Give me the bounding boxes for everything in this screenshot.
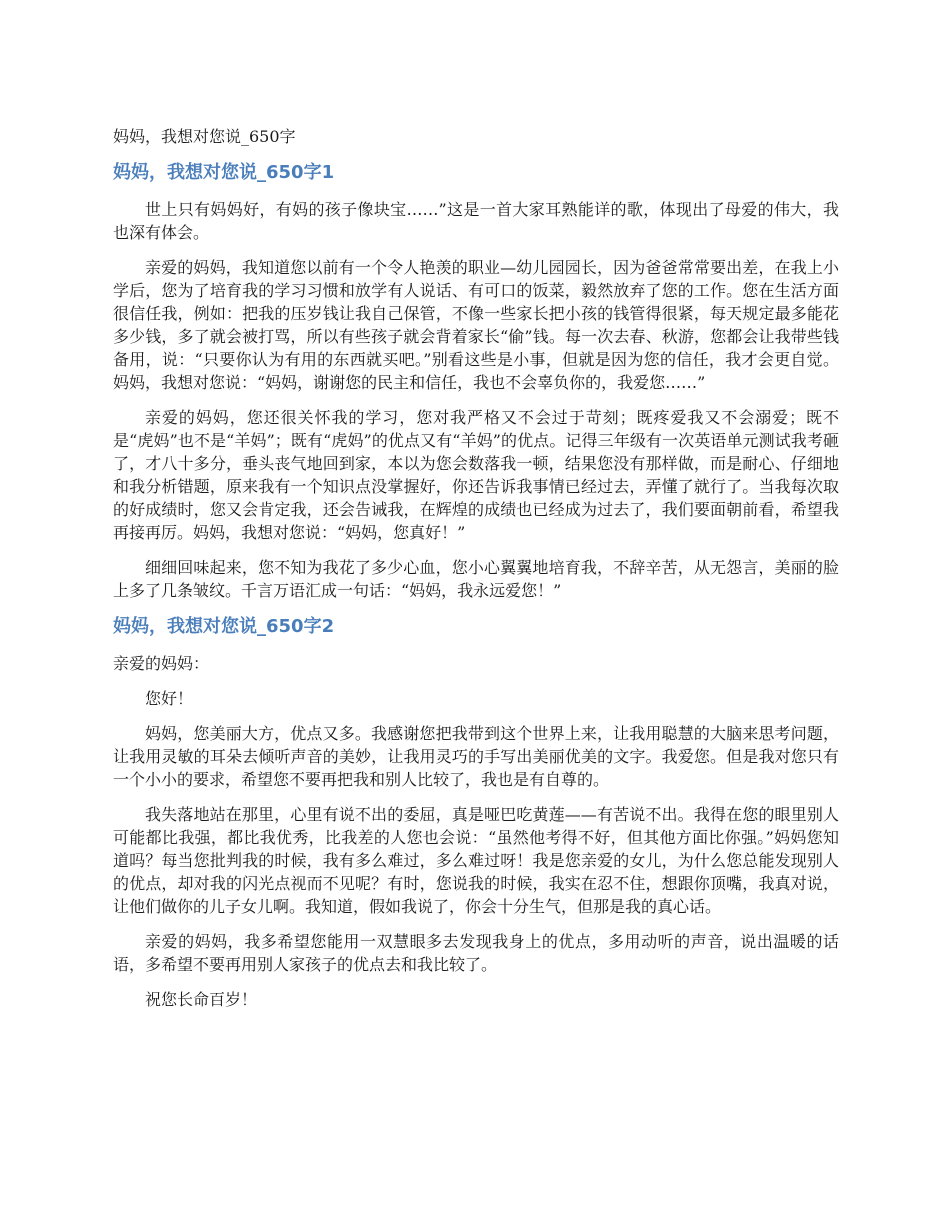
section-2-paragraph-5: 祝您长命百岁！ (145, 990, 258, 1009)
section-1-heading: 妈妈，我想对您说_650字1 (113, 162, 335, 183)
section-1-paragraph-3: 亲爱的妈妈，您还很关怀我的学习，您对我严格又不会过于苛刻；既疼爱我又不会溺爱；既不是“虎妈”也不是“羊妈”；既有“虎妈”的优点又有“羊妈”的优点。记得三年级有一次英语单元测试我考砸了，才八十多分，垂头丧气地回到家，本以为您会数落我一顿，结果您没有那样做，而是耐心、仔细地和我分析错题，原来我有一个知识点没掌握好，你还告诉我事情已经过去，弄懂了就行了。当我每次取的好成绩时，您又会肯定我，还会告诫我，在辉煌的成绩也已经成为过去了，我们要面朝前看，希望我再接再厉。妈妈，我想对您说：“妈妈，您真好！” (113, 408, 839, 542)
section-1-paragraph-4: 细细回味起来，您不知为我花了多少心血，您小心翼翼地培育我，不辞辛苦，从无怨言，美丽的脸上多了几条皱纹。千言万语汇成一句话：“妈妈，我永远爱您！” (113, 558, 839, 600)
section-2-heading: 妈妈，我想对您说_650字2 (113, 616, 335, 637)
document-page (113, 124, 839, 1023)
section-2-paragraph-3: 我失落地站在那里，心里有说不出的委屈，真是哑巴吃黄莲——有苦说不出。我得在您的眼里别人可能都比我强，都比我优秀，比我差的人您也会说：“虽然他考得不好，但其他方面比你强。”妈妈您知道吗？每当您批判我的时候，我有多么难过，多么难过呀！我是您亲爱的女儿，为什么您总能发现别人的优点，却对我的闪光点视而不见呢？有时，您说我的时候，我实在忍不住，想跟你顶嘴，我真对说，让他们做你的儿子女儿啊。我知道，假如我说了，你会十分生气，但那是我的真心话。 (113, 805, 839, 916)
section-2-paragraph-1: 您好！ (145, 689, 194, 708)
section-2-paragraph-4: 亲爱的妈妈，我多希望您能用一双慧眼多去发现我身上的优点，多用动听的声音，说出温暖的话语，多希望不要再用别人家孩子的优点去和我比较了。 (113, 932, 839, 974)
section-2-salutation: 亲爱的妈妈： (113, 654, 210, 673)
section-1-paragraph-1: 世上只有妈妈好，有妈的孩子像块宝……”这是一首大家耳熟能详的歌，体现出了母爱的伟大，我也深有体会。 (113, 200, 839, 242)
section-1-paragraph-2: 亲爱的妈妈，我知道您以前有一个令人艳羡的职业—幼儿园园长，因为爸爸常常要出差，在我上小学后，您为了培育我的学习习惯和放学有人说话、有可口的饭菜，毅然放弃了您的工作。您在生活方面很信任我，例如：把我的压岁钱让我自己保管，不像一些家长把小孩的钱管得很紧，每天规定最多能花多少钱，多了就会被打骂，所以有些孩子就会背着家长“偷”钱。每一次去春、秋游，您都会让我带些钱备用，说：“只要你认为有用的东西就买吧。”别看这些是小事，但就是因为您的信任，我才会更自觉。妈妈，我想对您说：“妈妈，谢谢您的民主和信任，我也不会辜负你的，我爱您……” (113, 258, 839, 392)
section-2 (113, 614, 839, 1011)
section-1 (113, 160, 839, 602)
section-2-paragraph-2: 妈妈，您美丽大方，优点又多。我感谢您把我带到这个世界上来，让我用聪慧的大脑来思考问题，让我用灵敏的耳朵去倾听声音的美妙，让我用灵巧的手写出美丽优美的文字。我爱您。但是我对您只有一个小小的要求，希望您不要再把我和别人比较了，我也是有自尊的。 (113, 724, 839, 789)
document-title: 妈妈，我想对您说_650字 (113, 127, 296, 146)
